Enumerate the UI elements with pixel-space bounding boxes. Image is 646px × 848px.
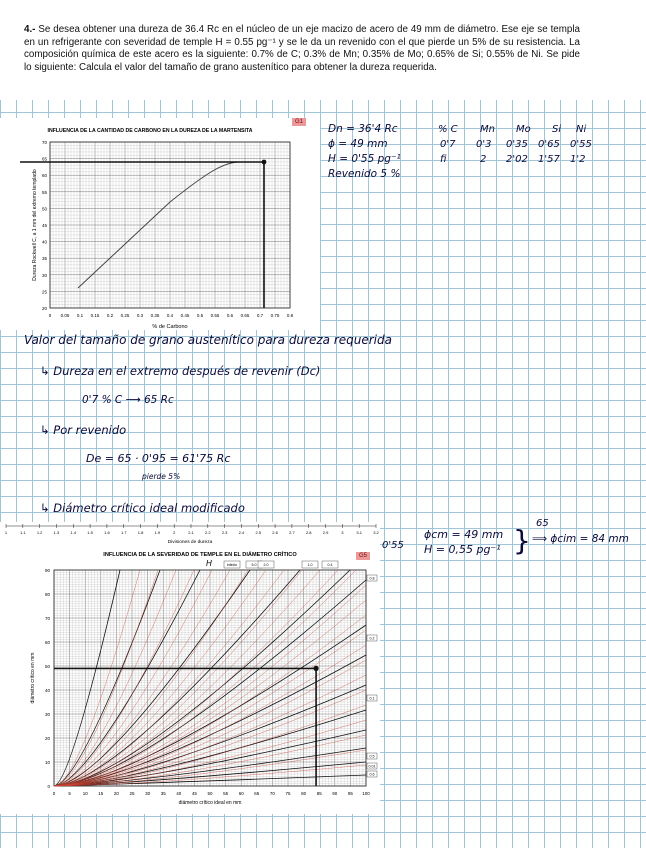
chart-g5-xtick: 30 <box>145 791 151 796</box>
chart-g1-ytick: 25 <box>41 289 47 295</box>
chart-g5-ytick: 0 <box>47 784 50 789</box>
chart-g5-xtick: 75 <box>285 791 291 796</box>
axis-tick-label: 1.9 <box>154 530 161 535</box>
axis-tick-label: 1.5 <box>87 530 93 535</box>
chart-g1-ylabel: Dureza Rockwell C, a 1 mm del extremo templado <box>32 169 38 281</box>
side-phi: ϕcm = 49 mm <box>424 528 504 541</box>
chart-g5-ytick: 30 <box>44 712 50 717</box>
chart-g5-tag: G5 <box>356 552 370 560</box>
chart-g5-xtick: 100 <box>362 791 370 796</box>
step2-note: pierde 5% <box>142 472 181 481</box>
problem-text: Se desea obtener una dureza de 36.4 Rc en el núcleo de un eje macizo de acero de 49 mm de diámetro. Ese eje se templa en un refrigerante con severidad de temple H = 0.55 pg⁻¹ y se le da un revenido con el que pierde un 5% de su resistencia. La composición química de este acero es la siguiente: 0.7% de C; 0.3% de Mn; 0.35% de Mo; 0.65% de Si; 0.55% de Ni. Se pide lo siguiente: Calcula el valor del tamaño de grano austenítico para obtener la dureza requerida. <box>24 24 580 73</box>
chart-g1-xtick: 0.45 <box>180 313 190 318</box>
chart-g1-xtick: 0.55 <box>210 313 220 318</box>
chart-g1-ytick: 70 <box>41 140 47 145</box>
problem-statement-box <box>0 0 646 100</box>
chart-g5-xtick: 65 <box>254 791 260 796</box>
comp-fi-label: fi <box>440 154 447 165</box>
chart-g1-xtick: 0.35 <box>150 313 160 318</box>
chart-g5-curve-label: 0.8 <box>369 576 375 581</box>
chart-g5-top-label: 1.0 <box>307 563 313 567</box>
chart-g1-title: INFLUENCIA DE LA CANTIDAD DE CARBONO EN LA DUREZA DE LA MARTENSITA <box>47 128 253 134</box>
chart-g5-xtick: 10 <box>82 791 88 796</box>
chart-g1-ytick: 20 <box>41 306 47 311</box>
chart-g5-curve-label: 0.2 <box>369 636 375 641</box>
data-given <box>328 122 401 182</box>
chart-g1-xtick: 0.3 <box>136 313 144 318</box>
given-severity: H = 0'55 pg⁻¹ <box>328 153 401 165</box>
chart-g5-xtick: 60 <box>238 791 244 796</box>
axis-tick-label: 2.5 <box>255 530 262 535</box>
problem-statement <box>24 24 580 74</box>
step3-text: ↳ Diámetro crítico ideal modificado <box>40 501 245 515</box>
chart-g5-ytick: 80 <box>44 592 50 597</box>
solution-title: Valor del tamaño de grano austenítico para dureza requerida <box>24 333 392 347</box>
chart-g1-xtick: 0.2 <box>106 313 114 318</box>
chart-g5-title: INFLUENCIA DE LA SEVERIDAD DE TEMPLE EN EL DIÁMETRO CRÍTICO <box>103 552 297 558</box>
chart-g1-xtick: 0.05 <box>60 313 70 318</box>
axis-tick-label: 1.1 <box>20 530 26 535</box>
chart-g5-ytick: 60 <box>44 640 50 645</box>
axis-tick-label: 1.7 <box>120 530 127 535</box>
comp-pct-mo: 0'35 <box>506 139 528 150</box>
given-diameter: ϕ = 49 mm <box>328 138 388 150</box>
chart-g1-xtick: 0.6 <box>226 313 234 318</box>
chart-g5-xtick: 70 <box>269 791 275 796</box>
axis-tick-label: 2.8 <box>305 530 312 535</box>
comp-fi-mn: 2 <box>480 154 487 165</box>
axis-label: Divisiones de dureza <box>167 540 213 545</box>
chart-g1-xtick: 0.15 <box>90 313 100 318</box>
chart-g5-xtick: 85 <box>316 791 322 796</box>
axis-tick-label: 2.2 <box>205 530 211 535</box>
given-tempering: Revenido 5 % <box>328 168 401 180</box>
chart-g1-xtick: 0.5 <box>196 313 204 318</box>
composition-table <box>436 122 636 167</box>
chart-g5-curve-label: 0.5 <box>369 754 375 759</box>
chart-g1-ytick: 45 <box>41 223 47 228</box>
chart-g5-xtick: 25 <box>129 791 135 796</box>
comp-pct-ni: 0'55 <box>570 139 592 150</box>
axis-tick-label: 1.2 <box>36 530 43 535</box>
chart-g1-ytick: 35 <box>41 256 47 262</box>
chart-g5-top-label: 2.0 <box>263 563 269 567</box>
chart-g1-ytick: 65 <box>41 156 47 162</box>
chart-g5-xtick: 50 <box>207 791 213 796</box>
chart-g5-xtick: 80 <box>301 791 307 796</box>
hardness-divisions-axis <box>0 522 380 546</box>
chart-g1-ytick: 40 <box>41 239 47 245</box>
chart-g5-ytick: 90 <box>44 568 50 573</box>
axis-tick-label: 2.3 <box>221 530 228 535</box>
given-hardness: Dn = 36'4 Rc <box>328 123 398 135</box>
side-055: 0'55 <box>382 540 404 551</box>
chart-g5-panel <box>0 546 380 814</box>
axis-tick-label: 1.4 <box>70 530 77 535</box>
chart-g5-h-mark: H <box>206 559 212 568</box>
axis-tick-label: 2.6 <box>272 530 278 535</box>
chart-g5-xtick: 0 <box>52 791 56 796</box>
comp-pct-mn: 0'3 <box>476 139 492 150</box>
side-result: ⟹ ϕcim = 84 mm <box>532 533 629 545</box>
comp-head-mo: Mo <box>516 124 531 135</box>
side-brace: } <box>513 524 531 557</box>
chart-g5-ytick: 50 <box>44 664 50 669</box>
step1-calc: 0'7 % C ⟶ 65 Rc <box>82 394 174 406</box>
chart-g5-curve-label: 0.1 <box>369 696 375 701</box>
chart-g5-xtick: 20 <box>113 791 119 796</box>
chart-g1-ytick: 55 <box>41 189 47 195</box>
chart-g5-ytick: 20 <box>44 736 50 741</box>
comp-fi-mo: 2'02 <box>506 154 528 165</box>
chart-g5-xtick: 45 <box>191 791 197 796</box>
chart-g5-xlabel: diámetro crítico ideal en mm <box>178 800 242 806</box>
step1-text: ↳ Dureza en el extremo después de revenir (Dc) <box>40 364 321 378</box>
chart-g1-reading-point <box>262 160 267 165</box>
comp-head-si: Si <box>552 124 562 135</box>
chart-g1-xtick: 0 <box>48 313 52 318</box>
chart-g1-xtick: 0.8 <box>286 313 294 318</box>
chart-g5-curve-label: 0.01 <box>368 764 376 769</box>
chart-g5-ylabel: diámetro crítico en mm <box>30 652 36 704</box>
chart-g5-xtick: 35 <box>160 791 166 796</box>
axis-tick-label: 1 <box>4 530 8 535</box>
chart-g5-ytick: 40 <box>44 688 50 693</box>
chart-g5-ytick: 10 <box>44 760 50 765</box>
chart-g1-xtick: 0.1 <box>76 313 84 318</box>
chart-g5-xtick: 90 <box>332 791 338 796</box>
chart-g1-xtick: 0.7 <box>256 313 264 318</box>
chart-g1-xtick: 0.4 <box>166 313 174 318</box>
axis-tick-label: 1.3 <box>53 530 60 535</box>
chart-g5-top-label: infinito <box>226 563 238 567</box>
comp-pct-si: 0'65 <box>538 139 560 150</box>
chart-g5-xtick: 5 <box>68 791 71 796</box>
axis-tick-label: 2.9 <box>322 530 329 535</box>
comp-head-ni: Ni <box>576 124 587 135</box>
axis-tick-label: 1.6 <box>104 530 110 535</box>
chart-g1-panel <box>0 118 320 330</box>
chart-g5-xtick: 40 <box>176 791 182 796</box>
step2-text: ↳ Por revenido <box>40 423 127 437</box>
chart-g5-ytick: 70 <box>44 616 50 621</box>
chart-g1-ytick: 30 <box>41 272 47 278</box>
comp-fi-si: 1'57 <box>538 154 560 165</box>
step2-calc: De = 65 · 0'95 = 61'75 Rc <box>86 452 231 465</box>
comp-fi-ni: 1'2 <box>570 154 586 165</box>
axis-tick-label: 2.4 <box>238 530 245 535</box>
comp-head-c: % C <box>438 124 458 135</box>
side-h: H = 0,55 pg⁻¹ <box>424 543 501 556</box>
axis-tick-label: 3.2 <box>373 530 379 535</box>
axis-tick-label: 2.1 <box>188 530 194 535</box>
side-65: 65 <box>536 518 549 529</box>
axis-tick-label: 2 <box>173 530 176 535</box>
chart-g1-xtick: 0.75 <box>270 313 280 318</box>
chart-g5-xtick: 95 <box>347 791 353 796</box>
chart-g1-xtick: 0.65 <box>240 313 250 318</box>
chart-g5-reading-point <box>313 666 318 671</box>
chart-g1-tag: G1 <box>292 118 306 126</box>
chart-g5 <box>0 546 380 814</box>
chart-g5-xtick: 55 <box>223 791 229 796</box>
chart-g5-top-label: 0.4 <box>327 563 333 567</box>
chart-g1-ytick: 50 <box>41 206 47 212</box>
chart-g5-curve-label: 0.6 <box>369 772 375 777</box>
chart-g1 <box>0 118 320 330</box>
chart-g1-xtick: 0.25 <box>120 313 130 318</box>
axis-tick-label: 2.7 <box>289 530 295 535</box>
axis-tick-label: 3 <box>341 530 344 535</box>
chart-g1-xlabel: % de Carbono <box>152 324 188 330</box>
chart-g5-top-label: 5.0 <box>251 563 257 567</box>
problem-number: 4.- <box>24 24 36 35</box>
axis-tick-label: 1.8 <box>137 530 144 535</box>
chart-g5-xtick: 15 <box>98 791 104 796</box>
hardness-divisions-svg <box>0 522 380 546</box>
chart-g1-ytick: 60 <box>41 173 47 179</box>
comp-head-mn: Mn <box>480 124 495 135</box>
comp-pct-c: 0'7 <box>440 139 456 150</box>
axis-tick-label: 3.1 <box>356 530 362 535</box>
